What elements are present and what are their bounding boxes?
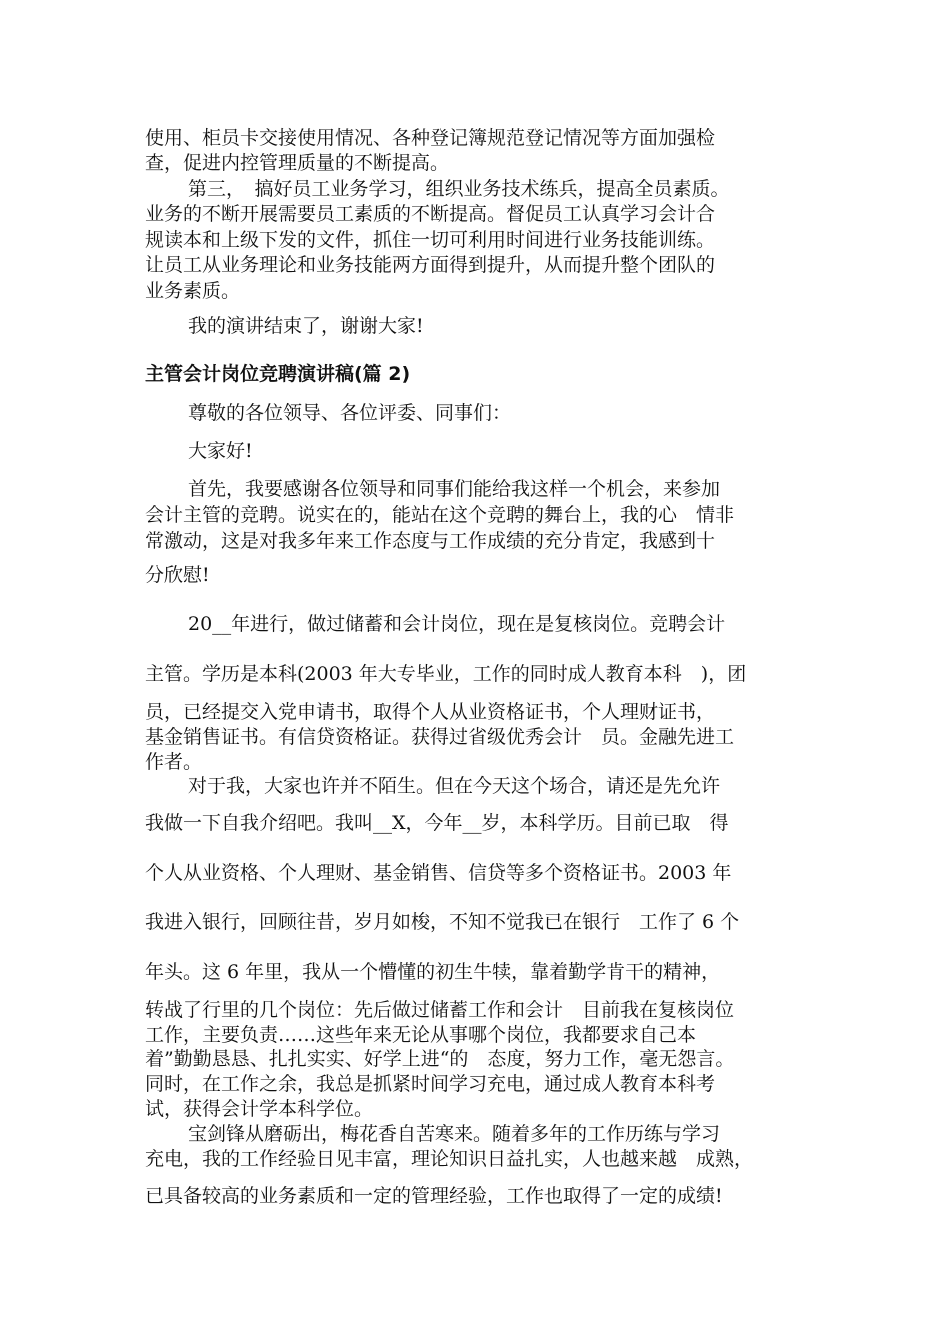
text-line: 同时，在工作之余，我总是抓紧时间学习充电，通过成人教育本科考 xyxy=(145,1073,716,1095)
text-line: 规读本和上级下发的文件，抓住一切可利用时间进行业务技能训练。 xyxy=(145,229,716,251)
text-line: 工作，主要负责……这些年来无论从事哪个岗位，我都要求自己本 xyxy=(145,1024,697,1046)
text-line: 年头。这 6 年里，我从一个懵懂的初生牛犊，靠着勤学肯干的精神， xyxy=(145,961,721,983)
text-line: 对于我，大家也许并不陌生。但在今天这个场合，请还是先允许 xyxy=(188,775,721,797)
text-line: 员，已经提交入党申请书，取得个人从业资格证书，个人理财证书， xyxy=(145,701,716,723)
text-line: 尊敬的各位领导、各位评委、同事们： xyxy=(188,402,512,424)
text-line: 我进入银行，回顾往昔，岁月如梭，不知不觉我已在银行 工作了 6 个 xyxy=(145,911,740,933)
text-line: 转战了行里的几个岗位：先后做过储蓄工作和会计 目前我在复核岗位 xyxy=(145,999,735,1021)
text-line: 我的演讲结束了，谢谢大家! xyxy=(188,315,424,337)
text-line: 主管。学历是本科(2003 年大专毕业，工作的同时成人教育本科 )，团 xyxy=(145,663,747,685)
text-line: 常激动，这是对我多年来工作态度与工作成绩的充分肯定，我感到十 xyxy=(145,530,716,552)
text-line: 会计主管的竞聘。说实在的，能站在这个竞聘的舞台上，我的心 情非 xyxy=(145,504,735,526)
text-line: 着”勤勤恳恳、扎扎实实、好学上进“的 态度，努力工作，毫无怨言。 xyxy=(145,1048,735,1070)
text-line: 大家好! xyxy=(188,440,253,462)
text-line: 第三， 搞好员工业务学习，组织业务技术练兵，提高全员素质。 xyxy=(188,178,730,200)
text-line: 业务的不断开展需要员工素质的不断提高。督促员工认真学习会计合 xyxy=(145,203,716,225)
text-line: 首先，我要感谢各位领导和同事们能给我这样一个机会，来参加 xyxy=(188,478,721,500)
text-line: 试，获得会计学本科学位。 xyxy=(145,1098,374,1120)
text-line: 宝剑锋从磨砺出，梅花香自苦寒来。随着多年的工作历练与学习 xyxy=(188,1123,721,1145)
text-line: 查，促进内控管理质量的不断提高。 xyxy=(145,152,450,174)
text-line: 让员工从业务理论和业务技能两方面得到提升，从而提升整个团队的 xyxy=(145,254,716,276)
text-line: 业务素质。 xyxy=(145,280,241,302)
text-line: 使用、柜员卡交接使用情况、各种登记簿规范登记情况等方面加强检 xyxy=(145,127,716,149)
text-line: 充电，我的工作经验日见丰富，理论知识日益扎实，人也越来越 成熟， xyxy=(145,1148,754,1170)
text-line: 个人从业资格、个人理财、基金销售、信贷等多个资格证书。2003 年 xyxy=(145,862,732,884)
text-line: 我做一下自我介绍吧。我叫__X，今年__岁，本科学历。目前已取 得 xyxy=(145,812,729,834)
text-line: 作者。 xyxy=(145,751,203,773)
text-line: 分欣慰! xyxy=(145,564,210,586)
section-heading: 主管会计岗位竞聘演讲稿(篇 2) xyxy=(145,363,411,385)
text-line: 已具备较高的业务素质和一定的管理经验，工作也取得了一定的成绩! xyxy=(145,1185,723,1207)
text-line: 基金销售证书。有信贷资格证。获得过省级优秀会计 员。金融先进工 xyxy=(145,726,735,748)
text-line: 20__年进行，做过储蓄和会计岗位，现在是复核岗位。竞聘会计 xyxy=(188,613,726,635)
